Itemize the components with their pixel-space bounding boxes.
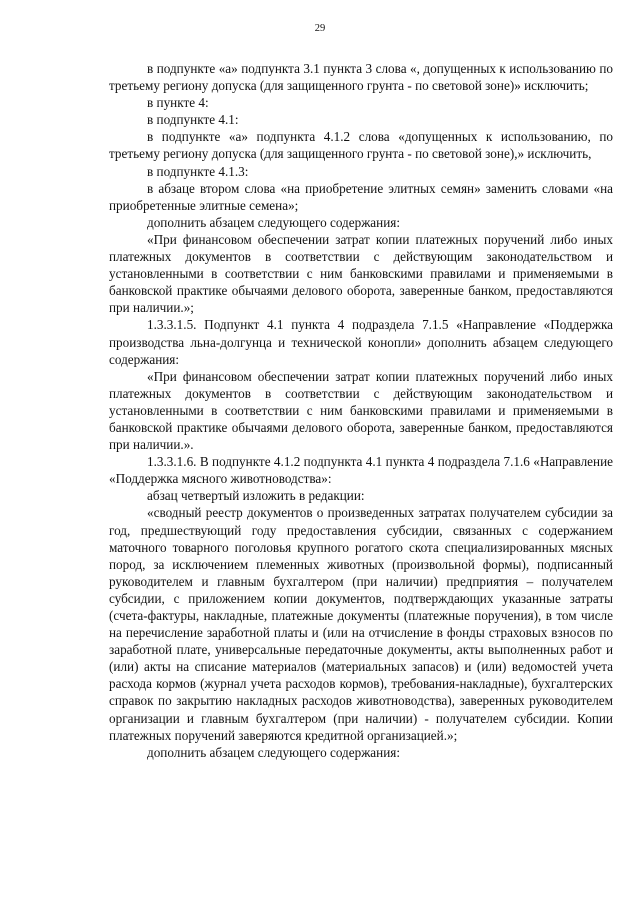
paragraph-12: абзац четвертый изложить в редакции: [147, 488, 365, 504]
paragraph-1: в подпункте «а» подпункта 3.1 пункта 3 слова «, допущенных к использованию по третьему региону допуска (для защищенного грунта - по световой зоне)» исключить; [109, 61, 613, 94]
paragraph-8: «При финансовом обеспечении затрат копии платежных поручений либо иных платежных документов в соответствии с действующим законодательством и установленными в соответствии с ним банковскими правилами и применяемыми в банковской практике обычаями делового оборота, заверенные банком, предоставляются при наличии.»; [109, 231, 613, 316]
paragraph-5: в подпункте 4.1.3: [147, 163, 249, 179]
paragraph-2: в пункте 4: [147, 95, 209, 111]
paragraph-13: «сводный реестр документов о произведенных затратах получателем субсидии за год, предшествующий году предоставления субсидии, связанных с содержанием маточного товарного поголовья крупного рогатого скота специализированных мясных пород, за исключением племенных животных (произвольной формы), подписанный руководителем и главным бухгалтером (при наличии) предприятия – получателем субсидии, с приложением копии документов, подтверждающих указанные затраты (счета-фактуры, накладные, платежные документы (платежные поручения), в том числе на перечисление заработной платы и (или на отчисление в фонды страховых взносов по заработной плате, универсальные передаточные документы, акты выполненных работ и (или) акты на списание материалов (материальных запасов) и (или) ведомостей учета расхода кормов (журнал учета расходов кормов), требования-накладные), бухгалтерских справок по закрытию накладных расходов животноводства), заверенных руководителем организации и главным бухгалтером (при наличии) - получателем субсидии. Копии платежных поручений заверяются кредитной организацией.»; [109, 505, 613, 743]
paragraph-7: дополнить абзацем следующего содержания: [147, 214, 401, 230]
paragraph-9: 1.3.3.1.5. Подпункт 4.1 пункта 4 подраздела 7.1.5 «Направление «Поддержка производства льна-долгунца и технической конопли» дополнить абзацем следующего содержания: [109, 317, 613, 367]
document-body [109, 60, 613, 761]
paragraph-14: дополнить абзацем следующего содержания: [147, 744, 401, 760]
paragraph-4: в подпункте «а» подпункта 4.1.2 слова «допущенных к использованию, по третьему региону допуска (для защищенного грунта - по световой зоне),» исключить, [109, 129, 613, 162]
paragraph-11: 1.3.3.1.6. В подпункте 4.1.2 подпункта 4.1 пункта 4 подраздела 7.1.6 «Направление «Поддержка мясного животноводства»: [109, 454, 613, 487]
paragraph-6: в абзаце втором слова «на приобретение элитных семян» заменить словами «на приобретенные элитные семена»; [109, 180, 613, 213]
page-number: 29 [314, 23, 326, 34]
paragraph-10: «При финансовом обеспечении затрат копии платежных поручений либо иных платежных документов в соответствии с действующим законодательством и установленными в соответствии с ним банковскими правилами и применяемыми в банковской практике обычаями делового оборота, заверенные банком, предоставляются при наличии.». [109, 368, 613, 453]
paragraph-3: в подпункте 4.1: [147, 112, 239, 128]
